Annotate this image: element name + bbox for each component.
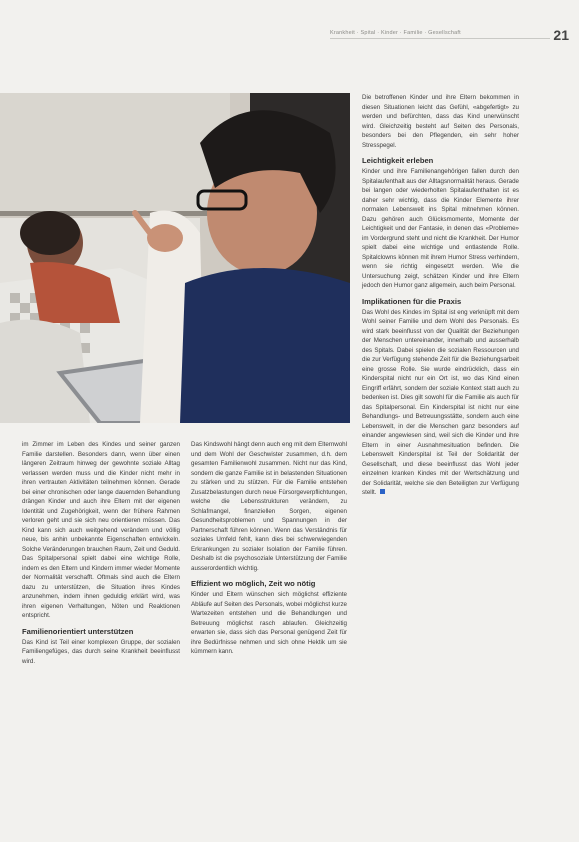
heading-implikationen: Implikationen für die Praxis xyxy=(362,296,462,306)
end-of-article-square-icon xyxy=(380,489,385,494)
right-body-paragraph-2-text: Das Wohl des Kindes im Spital ist eng verknüpft mit dem Wohl seiner Familie und dem Wohl des Personals. Es wird stark beeinflusst von der Qualität der Beziehungen der Menschen untereinander, innerhalb und ausserhalb des Spitals. Dabei spielen die sozialen Ressourcen und die zur Verfügung stehende Zeit für die Beziehungsarbeit eine grosse Rolle. Sie wurde eindrücklich, dass ein Kinderspital nicht nur ein Ort ist, wo das Kind einen Eingriff erfährt, sondern der soziale Kontext statt auch zu bedenken ist. Dies gilt sowohl für die Familie als auch für das Spitalpersonal. Ein Kinderspital ist nicht nur eine Behandlungs- und Betreuungsstätte, sondern auch eine Lebenswelt, in der die Menschen ganz besonders auf einander angewiesen sind, weil sich die Kinder und ihre Eltern in einer Ausnahmesituation befinden. Die Lebenswelt Kinderspital ist Teil der Solidarität der Gesellschaft, und diese beeinflusst das Wohl jeder einzelnen kranken Kindes mit der Wertschätzung und der Solidarität, welche sie den Beteiligten zur Verfügung stellt. xyxy=(362,308,519,496)
middle-column xyxy=(191,440,347,657)
page-number: 21 xyxy=(550,27,569,43)
left-intro-paragraph: im Zimmer im Leben des Kindes und seiner ganzen Familie darstellen. Besonders dann, wenn über einen längeren Zeitraum hinweg der gewohnte soziale Alltag verlassen werden muss und die Kinder nicht mehr in ihren vertrauten Aktivitäten teilnehmen können. Gerade bei einer chronischen oder lange dauernden Behandlung drängen Kinder und auch ihre Eltern mit der eigenen Identität und Zugehörigkeit, wenn der frühere Rahmen verloren geht und sie sich neu orientieren müssen. Das Kind kann sich auch weitgehend verändern und völlig neue, bis anhin unbekannte Eigenschaften entwickeln. Solche Veränderungen brauchen Raum, Zeit und Geduld. Das Spitalpersonal spielt dabei eine wichtige Rolle, indem es den Eltern und Kindern immer wieder Momente der Normalität verschafft. Oftmals sind auch die Eltern dazu zu unterstützen, die Situation ihres Kindes anzunehmen, indem ihnen geduldig erklärt wird, was ihren eigenen Verhaltungen, Nöten und Reaktionen entspricht. xyxy=(22,441,180,619)
running-header xyxy=(0,27,579,44)
heading-leichtigkeit: Leichtigkeit erleben xyxy=(362,156,434,165)
left-body-paragraph: Das Kind ist Teil einer komplexen Gruppe, der sozialen Familiengefüges, das durch seine Krankheit beeinflusst wird. xyxy=(22,638,180,665)
right-intro-paragraph: Die betroffenen Kinder und ihre Eltern bekommen in diesen Situationen leicht das Gefühl, «abgefertigt» zu werden und befürchten, dass das Kind unerwünscht wird. Gleichzeitig besteht auf Seiten des Personals, besonders bei den Pflegenden, ein sehr hoher Stresspegel. xyxy=(362,94,519,149)
right-body-paragraph-1: Kinder und ihre Familienangehörigen fallen durch den Spitalaufenthalt aus der Alltagsnormalität heraus. Gerade bei langen oder wiederholten Spitalaufenthalten ist es daher sehr wichtig, dass die Kinder Elemente ihrer normalen Lebenswelt ins Spital mitnehmen können. Dazu gehören auch Glücksmomente, Momente der Leichtigkeit und der Fantasie, in denen das «Probleme» im Vordergrund steht und nicht die Krankheit. Der Humor spielt dabei eine wichtige und entlastende Rolle. Spitalclowns können mit ihrem Humor Stress verhindern, wenn sie richtig eingesetzt werden. Wie die Untersuchung zeigt, schätzen Kinder und ihre Eltern jedoch den Humor ganz allgemein, auch beim Personal. xyxy=(362,168,519,289)
right-column xyxy=(362,93,519,498)
middle-body-paragraph: Kinder und Eltern wünschen sich möglichst effiziente Abläufe auf Seiten des Personals, wobei möglichst kurze Wartezeiten entstehen und die Behandlungen und Betreuung möglichst rasch ablaufen. Gleichzeitig erwarten sie, dass sich das Personal genügend Zeit für ihre Bedürfnisse nehmen und sich ohne Hektik um sie kümmern kann. xyxy=(191,591,347,655)
middle-intro-paragraph: Das Kindswohl hängt denn auch eng mit dem Elternwohl und dem Wohl der Geschwister zusammen, d.h. dem gesamten Familienwohl zusammen. Nicht nur das Kind, sondern die ganze Familie ist in belastenden Situationen zu stärken und zu stützen. Für die Familie entstehen Zusatzbelastungen durch neue Fürsorgeverpflichtungen, welche die Lebensstrukturen verändern, zu Schlafmangel, finanziellen Sorgen, eigenen Gesundheitsproblemen und Spannungen in der Partnerschaft führen können. Wenn das Verständnis für soziales Umfeld fehlt, kann dies bei schwerwiegenden Erkrankungen zu sozialer Isolation der Familie führen. Deshalb ist die psychosoziale Unterstützung der Familie ausserordentlich wichtig. xyxy=(191,441,347,572)
heading-effizient: Effizient wo möglich, Zeit wo nötig xyxy=(191,579,316,588)
photo-illustration xyxy=(0,93,350,423)
right-body-paragraph-2 xyxy=(362,308,519,498)
header-rule xyxy=(330,38,555,39)
hospital-photo xyxy=(0,93,350,423)
left-column xyxy=(22,440,180,666)
heading-familienorientiert: Familienorientiert unterstützen xyxy=(22,626,134,636)
running-title: Krankheit · Spital · Kinder · Familie · Gesellschaft xyxy=(330,30,465,36)
